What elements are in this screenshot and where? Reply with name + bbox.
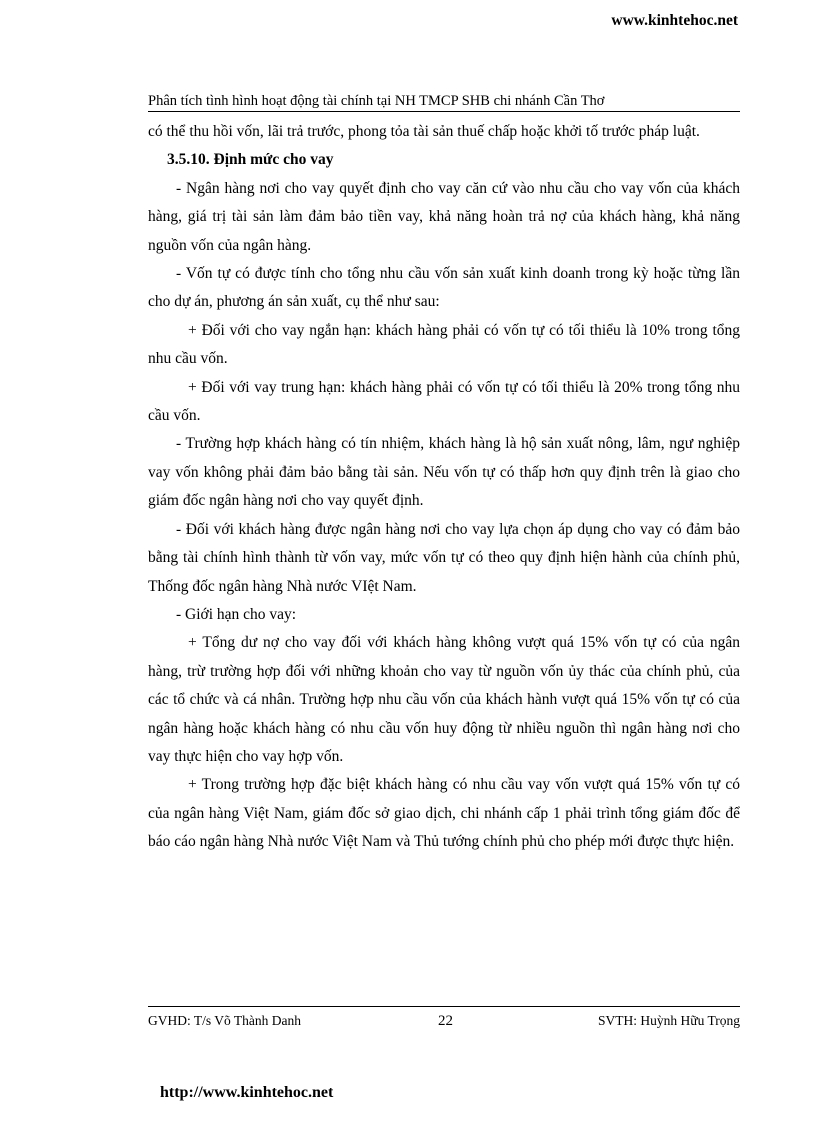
paragraph: + Tổng dư nợ cho vay đối với khách hàng không vượt quá 15% vốn tự có của ngân hàng, trừ trường hợp đối với những khoản cho vay từ nguồn vốn ủy thác của chính phủ, của các tổ chức và cá nhân. Trường hợp nhu cầu vốn của khách hành vượt quá 15% vốn tự có của ngân hàng hoặc khách hàng có nhu cầu vốn huy động từ nhiều nguồn thì ngân hàng nơi cho vay thực hiện cho vay hợp vốn. — [148, 634, 740, 765]
page-footer — [148, 1006, 740, 1035]
paragraph: + Đối với cho vay ngắn hạn: khách hàng phải có vốn tự có tối thiểu là 10% trong tổng nhu cầu vốn. — [148, 321, 740, 368]
body-text — [148, 118, 740, 857]
paragraph: - Giới hạn cho vay: — [176, 605, 297, 623]
site-url-top: www.kinhtehoc.net — [611, 12, 738, 29]
running-header: Phân tích tình hình hoạt động tài chính tại NH TMCP SHB chi nhánh Cần Thơ — [148, 93, 740, 112]
paragraph: + Trong trường hợp đặc biệt khách hàng có nhu cầu vay vốn vượt quá 15% vốn tự có của ngân hàng Việt Nam, giám đốc sở giao dịch, chi nhánh cấp 1 phải trình tổng giám đốc để báo cáo ngân hàng Nhà nước Việt Nam và Thủ tướng chính phủ cho phép mới được thực hiện. — [148, 776, 740, 851]
paragraph: - Ngân hàng nơi cho vay quyết định cho vay căn cứ vào nhu cầu cho vay vốn của khách hàng, giá trị tài sản làm đảm bảo tiền vay, khả năng hoàn trả nợ của khách hàng, khả năng nguồn vốn của ngân hàng. — [148, 179, 740, 254]
footer-student: SVTH: Huỳnh Hữu Trọng — [598, 1013, 740, 1028]
site-url-bottom[interactable]: http://www.kinhtehoc.net — [160, 1084, 334, 1101]
page-number: 22 — [438, 1013, 453, 1029]
footer-advisor: GVHD: T/s Võ Thành Danh — [148, 1013, 301, 1028]
paragraph: - Vốn tự có được tính cho tổng nhu cầu vốn sản xuất kinh doanh trong kỳ hoặc từng lần cho dự án, phương án sản xuất, cụ thể như sau: — [148, 265, 740, 311]
paragraph: - Trường hợp khách hàng có tín nhiệm, khách hàng là hộ sản xuất nông, lâm, ngư nghiệp vay vốn không phải đảm bảo bằng tài sản. Nếu vốn tự có thấp hơn quy định trên là giao cho giám đốc ngân hàng nơi cho vay quyết định. — [148, 435, 740, 510]
section-heading: 3.5.10. Định mức cho vay — [167, 151, 334, 169]
paragraph: + Đối với vay trung hạn: khách hàng phải có vốn tự có tối thiểu là 20% trong tổng nhu cầu vốn. — [148, 378, 740, 425]
paragraph-continuation: có thể thu hồi vốn, lãi trả trước, phong tỏa tài sản thuế chấp hoặc khởi tố trước pháp luật. — [148, 123, 700, 140]
paragraph: - Đối với khách hàng được ngân hàng nơi cho vay lựa chọn áp dụng cho vay có đảm bảo bằng tài chính hình thành từ vốn vay, mức vốn tự có theo quy định hiện hành của chính phủ, Thống đốc ngân hàng Nhà nước VIệt Nam. — [148, 520, 740, 595]
